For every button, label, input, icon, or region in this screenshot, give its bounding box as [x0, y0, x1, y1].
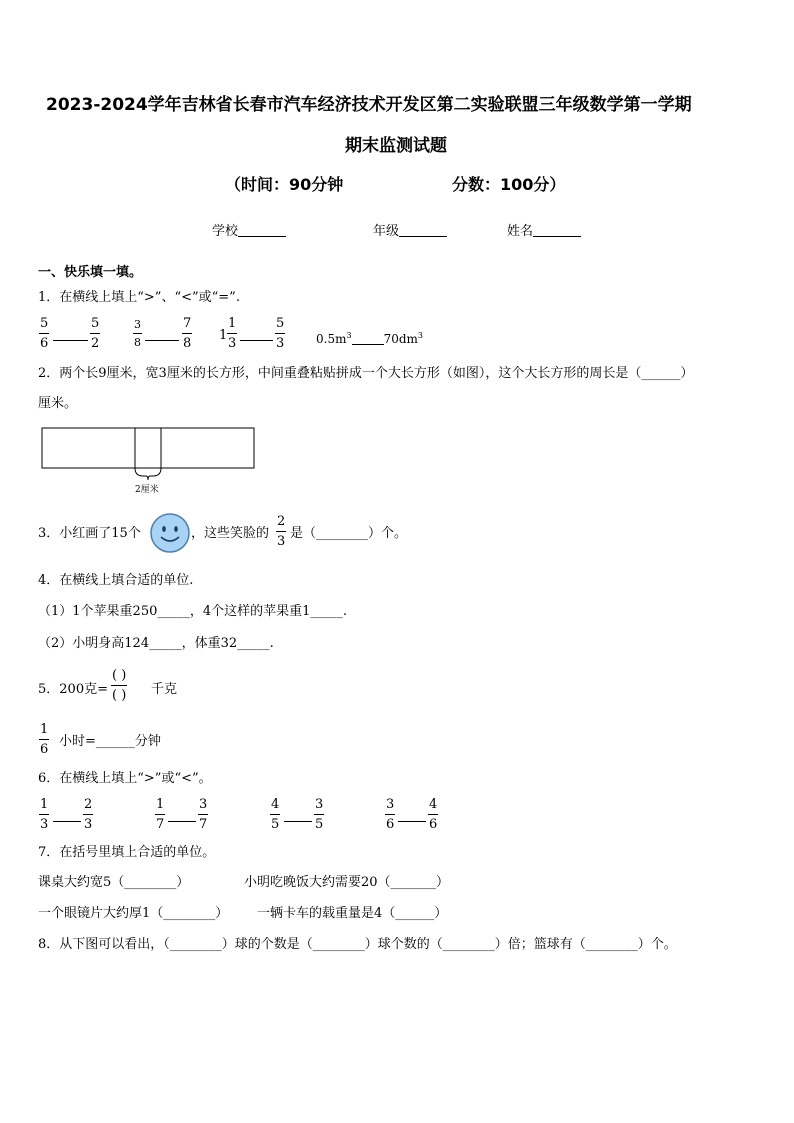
name-blank	[533, 224, 581, 237]
numerator: 5	[276, 316, 285, 331]
answer-blank	[352, 332, 384, 345]
numerator: 3	[134, 318, 141, 331]
q5-f-post: 小时=______分钟	[59, 734, 161, 749]
numerator: 4	[271, 797, 280, 812]
denominator: 6	[386, 817, 395, 832]
denominator: 6	[40, 742, 49, 757]
denominator: ( )	[112, 688, 127, 703]
q1-frac-a1	[39, 316, 49, 351]
vol-left: 0.5m	[316, 332, 347, 346]
denominator: 3	[277, 534, 286, 549]
denominator: 3	[228, 336, 237, 351]
denominator: 2	[91, 336, 100, 351]
numerator: 1	[40, 797, 49, 812]
q6-frac-a4	[385, 797, 395, 832]
q4-text: 4．在横线上填合适的单位.	[38, 573, 194, 588]
exam-time: （时间：90分钟	[225, 175, 344, 194]
q5-frac	[111, 668, 127, 703]
denominator: 5	[315, 817, 324, 832]
denominator: 8	[134, 336, 141, 349]
denominator: 3	[276, 336, 285, 351]
q2-text: 2．两个长9厘米，宽3厘米的长方形，中间重叠粘贴拼成一个大长方形（如图），这个大长方形的周长是（______）	[38, 366, 694, 381]
q1-frac-a2	[133, 318, 142, 349]
q6-frac-b4	[428, 797, 438, 832]
q1-volume	[316, 328, 423, 347]
q1-whole: 1	[219, 328, 228, 343]
q1-text: 1．在横线上填上“>”、“<”或“=”.	[38, 290, 240, 305]
q7-d: 一辆卡车的载重量是4（______）	[257, 906, 448, 921]
q6-frac-b2	[198, 797, 208, 832]
numerator: 1	[228, 316, 237, 331]
q2-text2: 厘米。	[38, 396, 78, 411]
q7-c: 一个眼镜片大约厚1（________）	[38, 906, 229, 921]
numerator: 5	[91, 316, 100, 331]
vol-left-sup: 3	[346, 331, 352, 340]
q1-frac-b2	[182, 316, 192, 351]
numerator: ( )	[112, 668, 127, 683]
q5-frac2	[39, 722, 49, 757]
denominator: 3	[40, 817, 49, 832]
q7-text: 7．在括号里填上合适的单位。	[38, 845, 216, 860]
answer-blank	[398, 821, 426, 822]
q2-label: 2厘米	[135, 485, 159, 495]
school-field	[212, 224, 286, 240]
q4-sub2: （2）小明身高124_____，体重32_____.	[38, 636, 274, 651]
numerator: 5	[40, 316, 49, 331]
denominator: 3	[84, 817, 93, 832]
grade-field	[373, 224, 447, 240]
q6-frac-a1	[39, 797, 49, 832]
q5-post: 千克	[151, 682, 178, 697]
answer-blank	[168, 821, 196, 822]
vol-right-sup: 3	[417, 331, 423, 340]
exam-score: 分数：100分）	[452, 175, 566, 194]
grade-blank	[399, 224, 447, 237]
q6-frac-b3	[314, 797, 324, 832]
q1-frac-b3	[275, 316, 285, 351]
q5-pre: 5．200克=	[38, 682, 108, 697]
numerator: 2	[84, 797, 93, 812]
q1-frac-b1	[90, 316, 100, 351]
q3-post: 是（________）个。	[290, 526, 408, 541]
denominator: 7	[199, 817, 208, 832]
school-blank	[238, 224, 286, 237]
school-label: 学校	[212, 224, 239, 239]
name-label: 姓名	[507, 224, 534, 239]
q8-text: 8．从下图可以看出，（________）球的个数是（________）球个数的（________）倍；篮球有（________）个。	[38, 937, 677, 952]
answer-blank	[53, 340, 88, 341]
smiley-face-icon	[149, 512, 191, 554]
numerator: 4	[429, 797, 438, 812]
numerator: 2	[277, 514, 286, 529]
q6-text: 6．在横线上填上“>”或“<”。	[38, 771, 212, 786]
page-title-line2: 期末监测试题	[345, 136, 447, 156]
denominator: 8	[183, 336, 192, 351]
section-heading: 一、快乐填一填。	[38, 264, 143, 279]
denominator: 7	[156, 817, 165, 832]
q3-mid: ，这些笑脸的	[191, 526, 270, 541]
numerator: 3	[199, 797, 208, 812]
vol-right: 70dm	[383, 332, 418, 346]
numerator: 3	[386, 797, 395, 812]
answer-blank	[53, 821, 81, 822]
denominator: 6	[40, 336, 49, 351]
q3-pre: 3．小红画了15个	[38, 526, 141, 541]
numerator: 3	[315, 797, 324, 812]
numerator: 1	[156, 797, 165, 812]
numerator: 7	[183, 316, 192, 331]
page-title: 2023-2024学年吉林省长春市汽车经济技术开发区第二实验联盟三年级数学第一学期	[46, 95, 692, 115]
denominator: 5	[271, 817, 280, 832]
answer-blank	[240, 340, 273, 341]
answer-blank	[145, 340, 179, 341]
q7-b: 小明吃晚饭大约需要20（_______）	[244, 875, 450, 890]
q6-frac-a2	[155, 797, 165, 832]
answer-blank	[284, 821, 312, 822]
q3-frac	[276, 514, 286, 549]
denominator: 6	[429, 817, 438, 832]
q4-sub1: （1）1个苹果重250_____，4个这样的苹果重1_____.	[38, 604, 348, 619]
q6-frac-a3	[270, 797, 280, 832]
q7-a: 课桌大约宽5（________）	[38, 875, 190, 890]
q1-frac-a3	[227, 316, 237, 351]
name-field	[507, 224, 581, 240]
grade-label: 年级	[373, 224, 400, 239]
numerator: 1	[40, 722, 49, 737]
q6-frac-b1	[83, 797, 93, 832]
